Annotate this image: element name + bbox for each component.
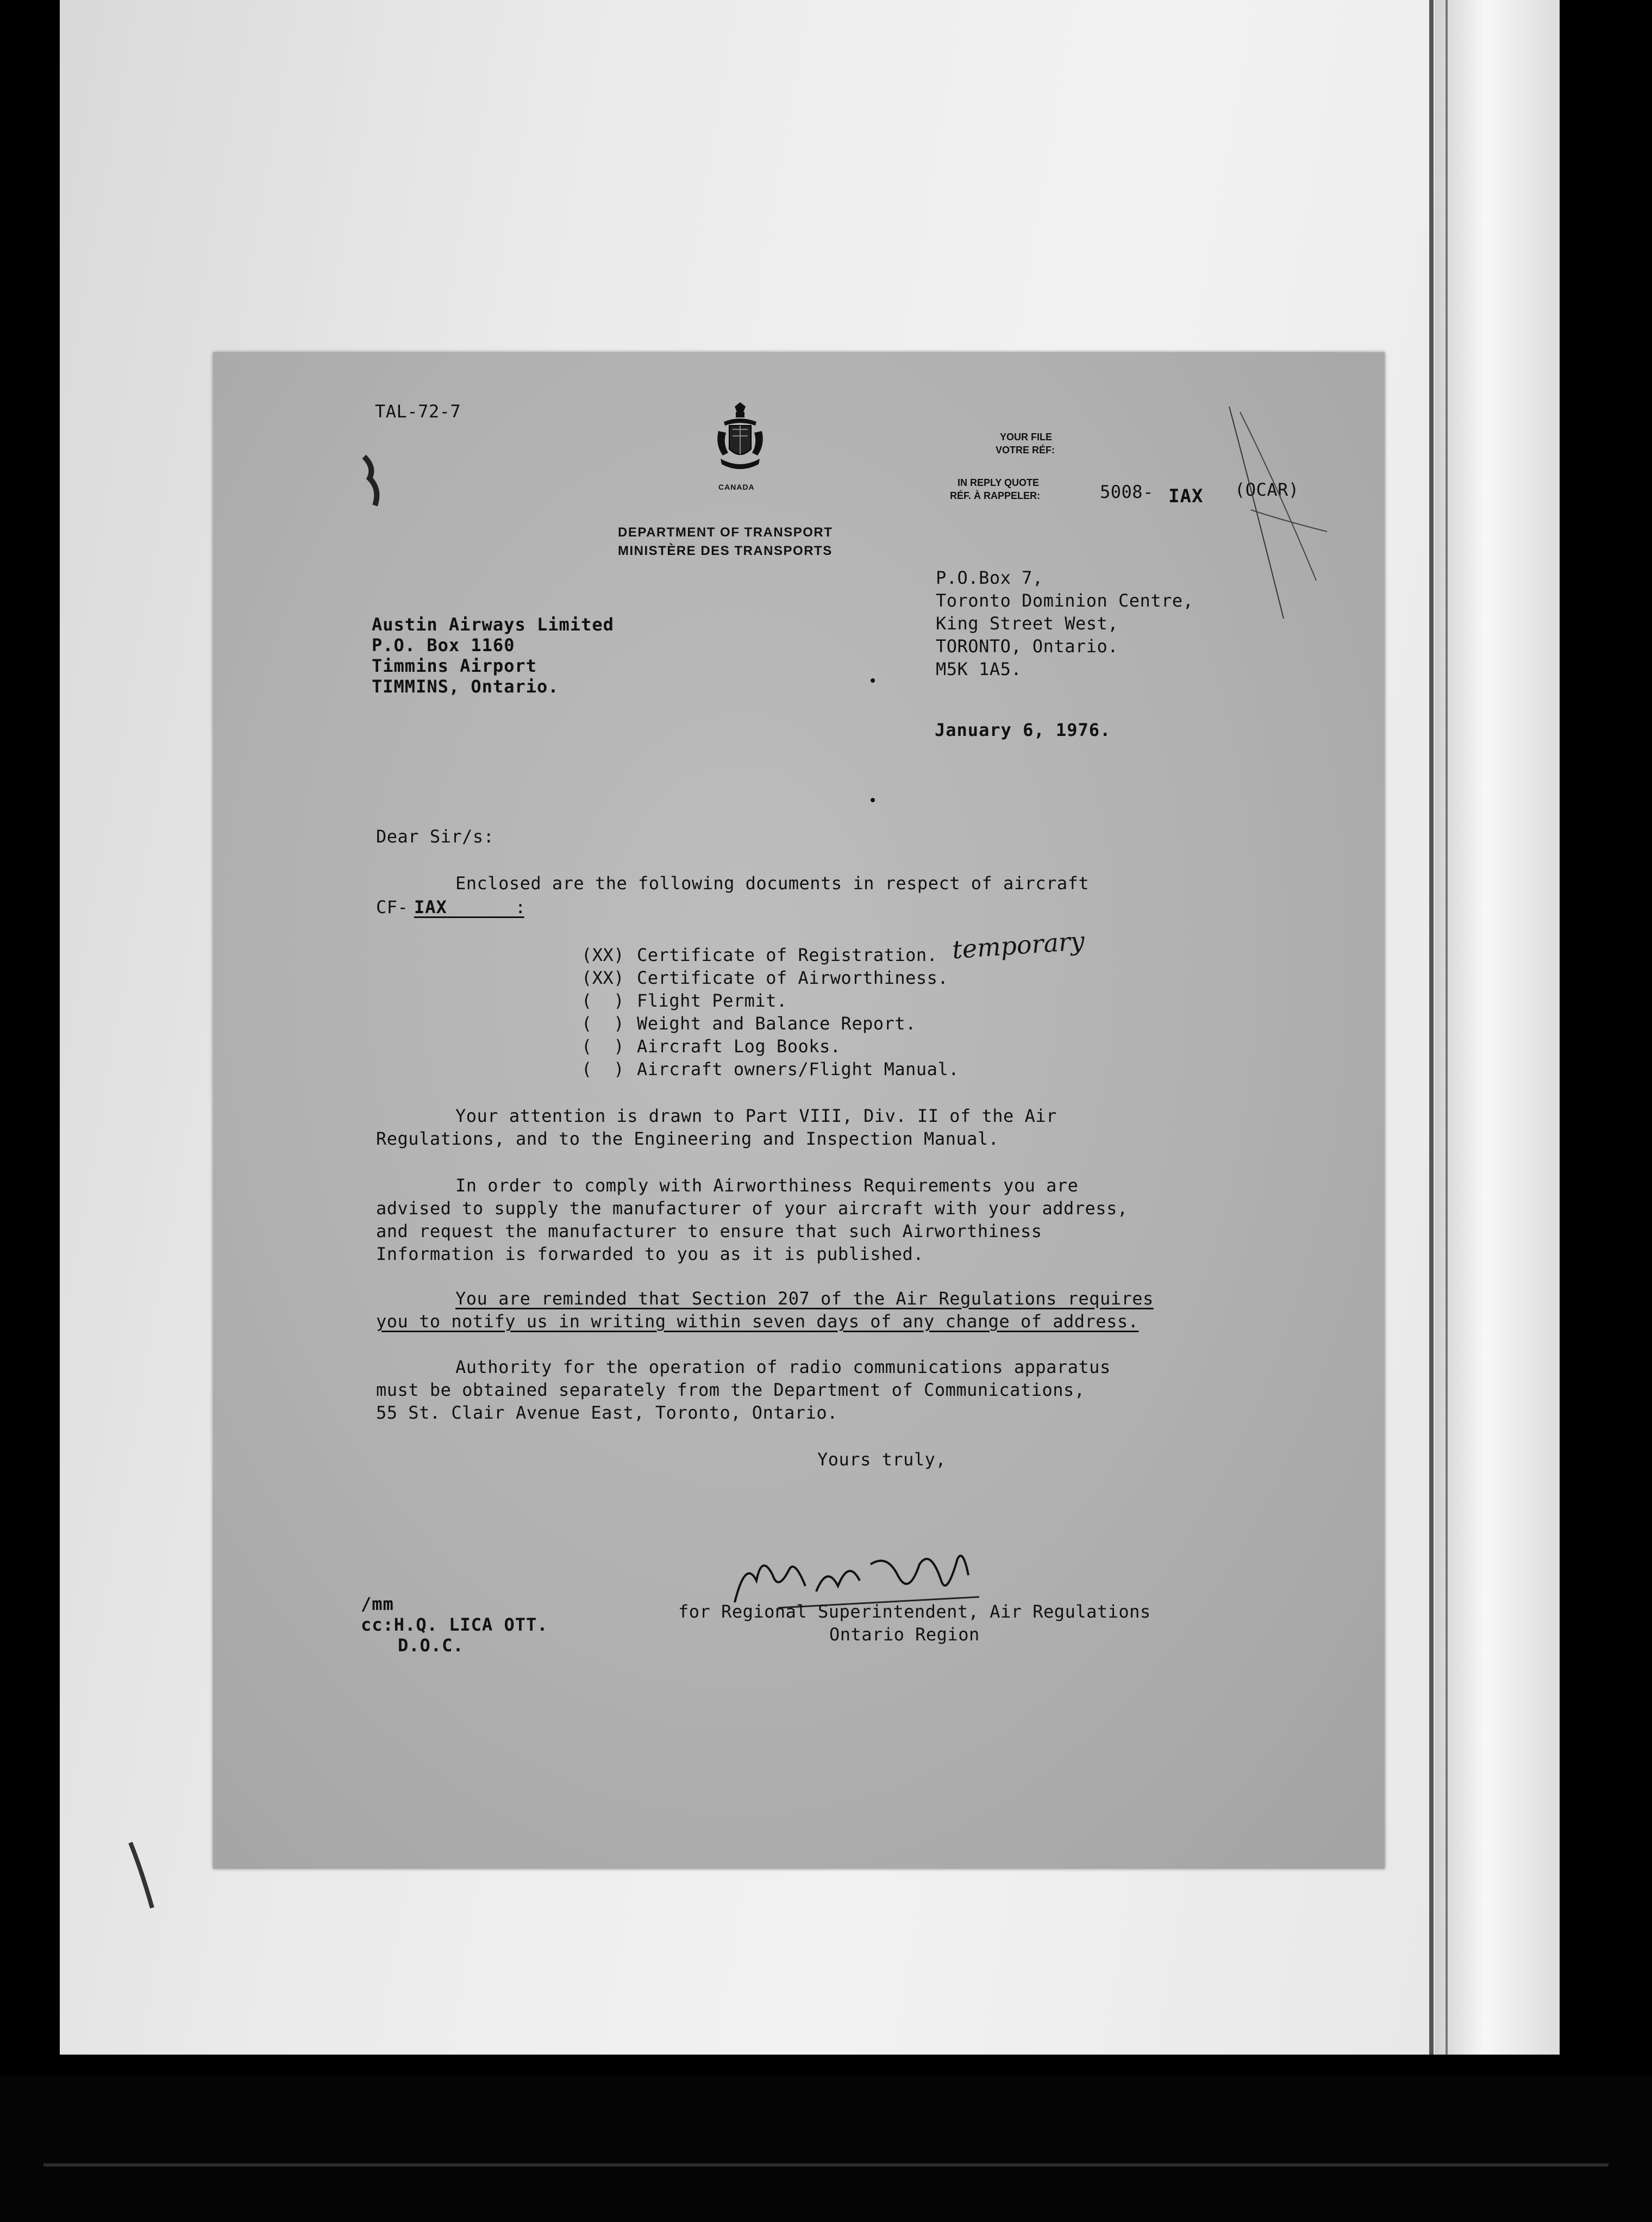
recipient-address-line-1: Austin Airways Limited: [372, 614, 614, 635]
smudge-mark: [120, 1837, 163, 1913]
sender-address-line-4: TORONTO, Ontario.: [936, 636, 1119, 657]
canada-coat-of-arms-icon: [713, 401, 767, 483]
comply-line-3: and request the manufacturer to ensure that such Airworthiness: [376, 1221, 1042, 1241]
handwritten-note: temporary: [951, 926, 1086, 965]
mount-edge: [1429, 0, 1434, 2055]
sender-address-line-2: Toronto Dominion Centre,: [936, 590, 1194, 611]
cc-line-1: cc:H.Q. LICA OTT.: [361, 1614, 548, 1635]
your-file-fr: VOTRE RÉF:: [996, 445, 1055, 455]
closing: Yours truly,: [817, 1449, 947, 1470]
salutation: Dear Sir/s:: [376, 826, 495, 847]
comply-line-2: advised to supply the manufacturer of your aircraft with your address,: [376, 1198, 1128, 1219]
document-label-log-books: Aircraft Log Books.: [637, 1036, 841, 1057]
film-edge-line: [43, 2163, 1609, 2167]
reminder-line-2: you to notify us in writing within seven days of any change of address.: [376, 1311, 1139, 1332]
intro-registration: IAX: [414, 897, 447, 917]
file-reference: TAL-72-7: [375, 401, 461, 422]
intro-line: Enclosed are the following documents in respect of aircraft: [455, 873, 1090, 894]
attention-line-2: Regulations, and to the Engineering and Inspection Manual.: [376, 1128, 999, 1149]
signature-line-2: Ontario Region: [829, 1624, 980, 1645]
attention-line-1: Your attention is drawn to Part VIII, Div. II of the Air: [455, 1106, 1057, 1126]
recipient-address-line-2: P.O. Box 1160: [372, 635, 515, 656]
document-label-airworthiness: Certificate of Airworthiness.: [637, 968, 949, 988]
sender-address-line-1: P.O.Box 7,: [936, 567, 1043, 588]
document-mark-log-books: ( ): [581, 1036, 625, 1057]
sender-address-line-5: M5K 1A5.: [936, 659, 1022, 679]
authority-line-2: must be obtained separately from the Department of Communications,: [376, 1380, 1085, 1400]
punch-dot: [871, 678, 875, 683]
letterhead-country: CANADA: [718, 483, 755, 491]
document-label-weight-balance: Weight and Balance Report.: [637, 1013, 916, 1034]
document-label-registration: Certificate of Registration.: [637, 945, 938, 965]
document-mark-registration: (XX): [581, 945, 625, 965]
reminder-line-1: You are reminded that Section 207 of the Air Regulations requires: [455, 1288, 1154, 1309]
mount-right-strip: [1435, 0, 1560, 2055]
your-file-en: YOUR FILE: [1000, 432, 1053, 442]
comply-line-1: In order to comply with Airworthiness Requirements you are: [455, 1175, 1079, 1196]
recipient-address-line-3: Timmins Airport: [372, 656, 537, 676]
reply-registration: IAX: [1168, 485, 1204, 507]
pen-strokes-decoration: [1218, 401, 1343, 624]
punch-dot: [871, 798, 875, 802]
comply-line-4: Information is forwarded to you as it is published.: [376, 1244, 924, 1264]
intro-colon: :: [515, 897, 526, 917]
document-mark-airworthiness: (XX): [581, 968, 625, 988]
reply-quote-fr: RÉF. À RAPPELER:: [950, 490, 1041, 501]
document-label-flight-manual: Aircraft owners/Flight Manual.: [637, 1059, 959, 1079]
smudge-mark: [353, 451, 397, 511]
intro-cf-prefix: CF-: [376, 897, 409, 917]
document-mark-weight-balance: ( ): [581, 1013, 625, 1034]
letter-sheet: [213, 352, 1385, 1869]
authority-line-1: Authority for the operation of radio communications apparatus: [455, 1357, 1111, 1377]
letterhead-department-fr: MINISTÈRE DES TRANSPORTS: [618, 544, 833, 558]
signature-line-1: for Regional Superintendent, Air Regulations: [678, 1601, 1151, 1622]
film-border: [0, 2076, 1652, 2222]
recipient-address-line-4: TIMMINS, Ontario.: [372, 676, 559, 697]
sender-address-line-3: King Street West,: [936, 613, 1119, 634]
letter-date: January 6, 1976.: [935, 720, 1111, 740]
reply-suffix: (OCAR): [1235, 479, 1299, 500]
document-label-flight-permit: Flight Permit.: [637, 990, 787, 1011]
cc-line-2: D.O.C.: [398, 1635, 464, 1656]
reply-number: 5008-: [1100, 482, 1154, 502]
document-mark-flight-permit: ( ): [581, 990, 625, 1011]
mount-right-line: [1446, 0, 1448, 2055]
document-mark-flight-manual: ( ): [581, 1059, 625, 1079]
typist-initials: /mm: [361, 1594, 394, 1614]
letterhead-department-en: DEPARTMENT OF TRANSPORT: [618, 525, 833, 540]
reply-quote-en: IN REPLY QUOTE: [958, 477, 1040, 488]
authority-line-3: 55 St. Clair Avenue East, Toronto, Ontario.: [376, 1402, 838, 1423]
